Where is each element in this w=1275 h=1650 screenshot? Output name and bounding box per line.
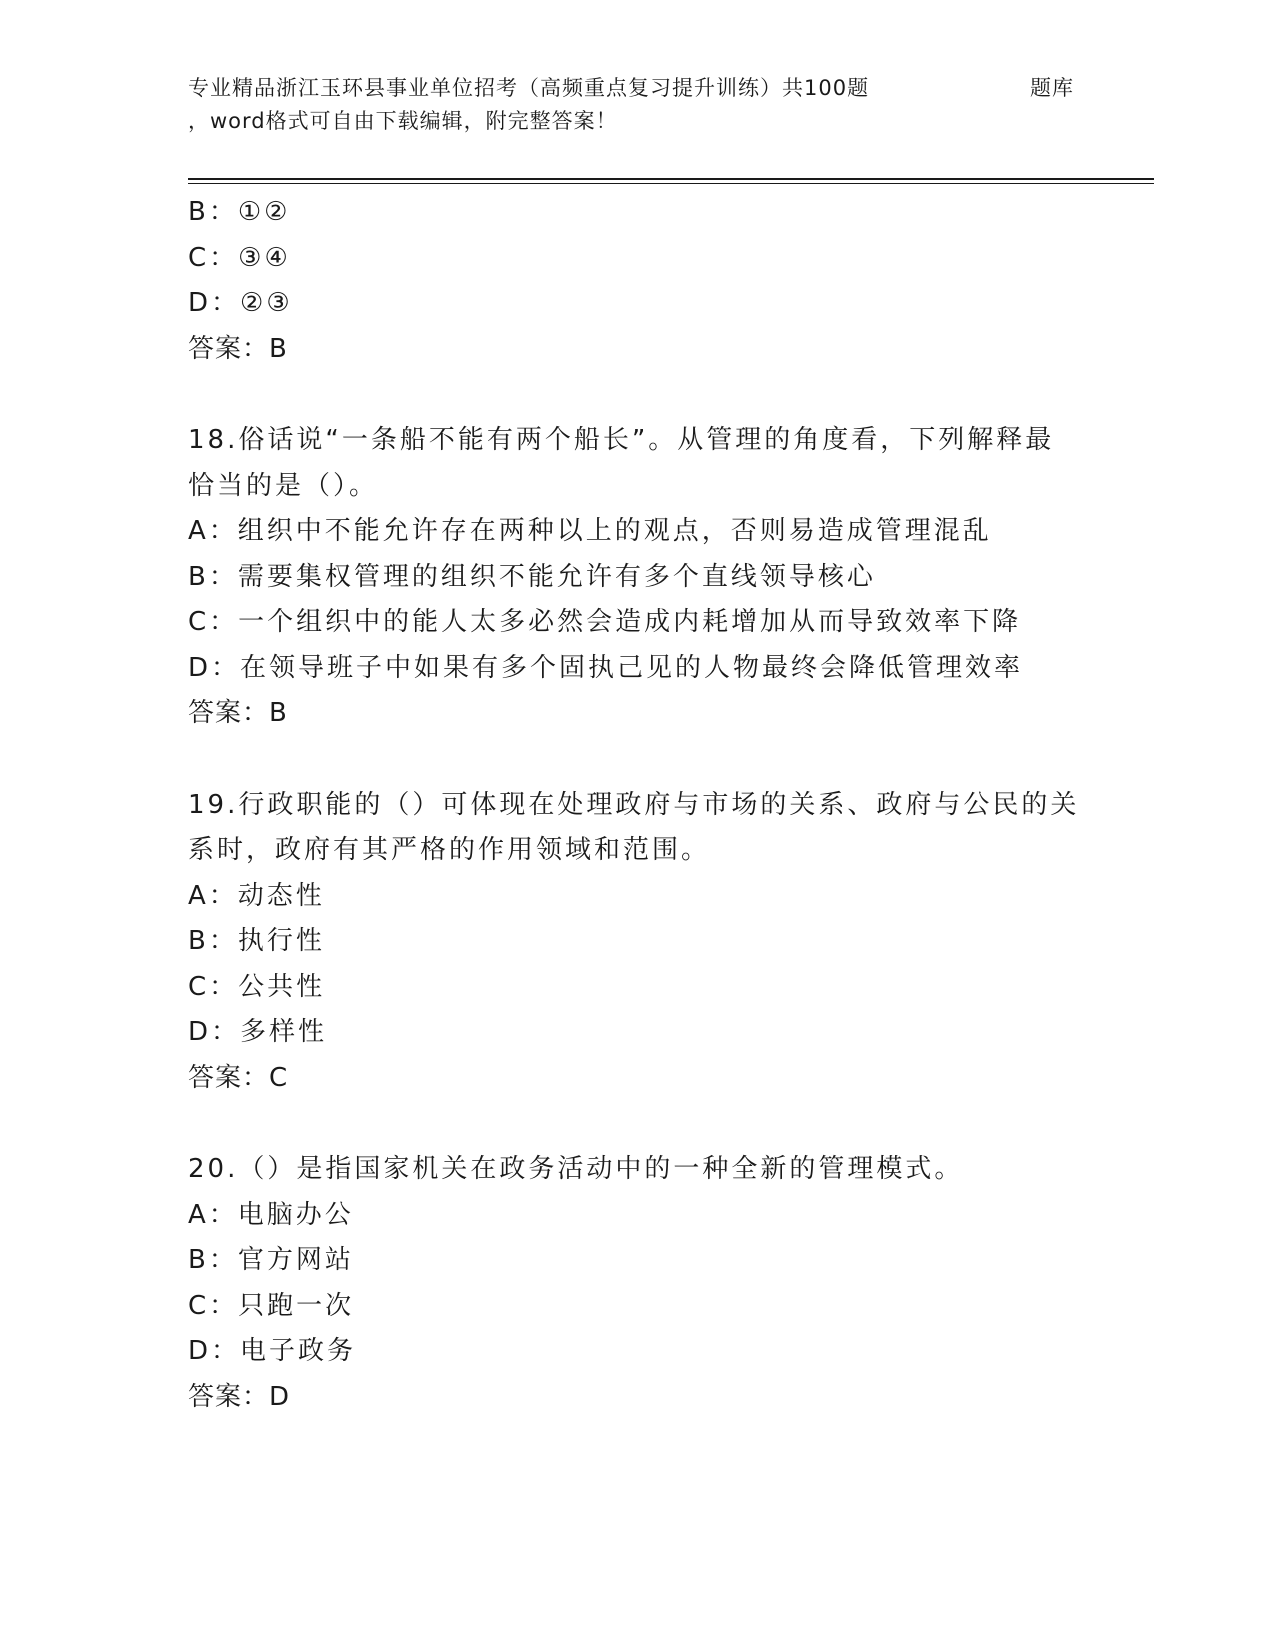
answer-line: 答案：D (188, 1381, 291, 1412)
spacer (188, 372, 1088, 418)
option-line: D：②③ (188, 288, 293, 318)
document-subtitle: ，word格式可自由下载编辑，附完整答案！ (188, 109, 618, 133)
spacer (188, 737, 1088, 783)
option-line: B：①② (188, 197, 291, 227)
question-content (188, 190, 1088, 1420)
question-stem: 恰当的是（）。 (188, 470, 379, 501)
option-line: A：电脑办公 (188, 1199, 354, 1230)
header-rule-thick (188, 178, 1154, 180)
question-stem: 20.（）是指国家机关在政务活动中的一种全新的管理模式。 (188, 1154, 964, 1184)
question-19 (188, 783, 1088, 1102)
option-line: C：一个组织中的能人太多必然会造成内耗增加从而导致效率下降 (188, 607, 1022, 637)
question-stem: 19.行政职能的（）可体现在处理政府与市场的关系、政府与公民的关 (188, 789, 1080, 820)
answer-line: 答案：C (188, 1062, 289, 1093)
header-tag: 题库 (1030, 76, 1074, 100)
option-line: B：执行性 (188, 926, 325, 956)
spacer (188, 1101, 1088, 1147)
option-line: A：组织中不能允许存在两种以上的观点，否则易造成管理混乱 (188, 516, 992, 546)
option-line: C：公共性 (188, 971, 326, 1002)
option-line: A：动态性 (188, 880, 325, 911)
option-line: D：多样性 (188, 1017, 328, 1047)
question-stem: 18.俗话说“一条船不能有两个船长”。从管理的角度看，下列解释最 (188, 425, 1055, 455)
document-title: 专业精品浙江玉环县事业单位招考（高频重点复习提升训练）共100题 (188, 76, 870, 100)
answer-line: 答案：B (188, 698, 288, 728)
question-18 (188, 418, 1088, 737)
header-rule-thin (188, 183, 1154, 184)
option-line: D：电子政务 (188, 1336, 357, 1366)
page-header (188, 72, 1148, 138)
header-title-line (188, 72, 1148, 105)
question-17-continued (188, 190, 1088, 372)
question-stem: 系时，政府有其严格的作用领域和范围。 (188, 835, 711, 865)
option-line: B：官方网站 (188, 1245, 354, 1275)
question-20 (188, 1147, 1088, 1420)
option-line: C：只跑一次 (188, 1290, 355, 1321)
answer-line: 答案：B (188, 333, 288, 364)
option-line: C：③④ (188, 242, 291, 273)
option-line: D：在领导班子中如果有多个固执己见的人物最终会降低管理效率 (188, 652, 1024, 683)
option-line: B：需要集权管理的组织不能允许有多个直线领导核心 (188, 561, 876, 592)
